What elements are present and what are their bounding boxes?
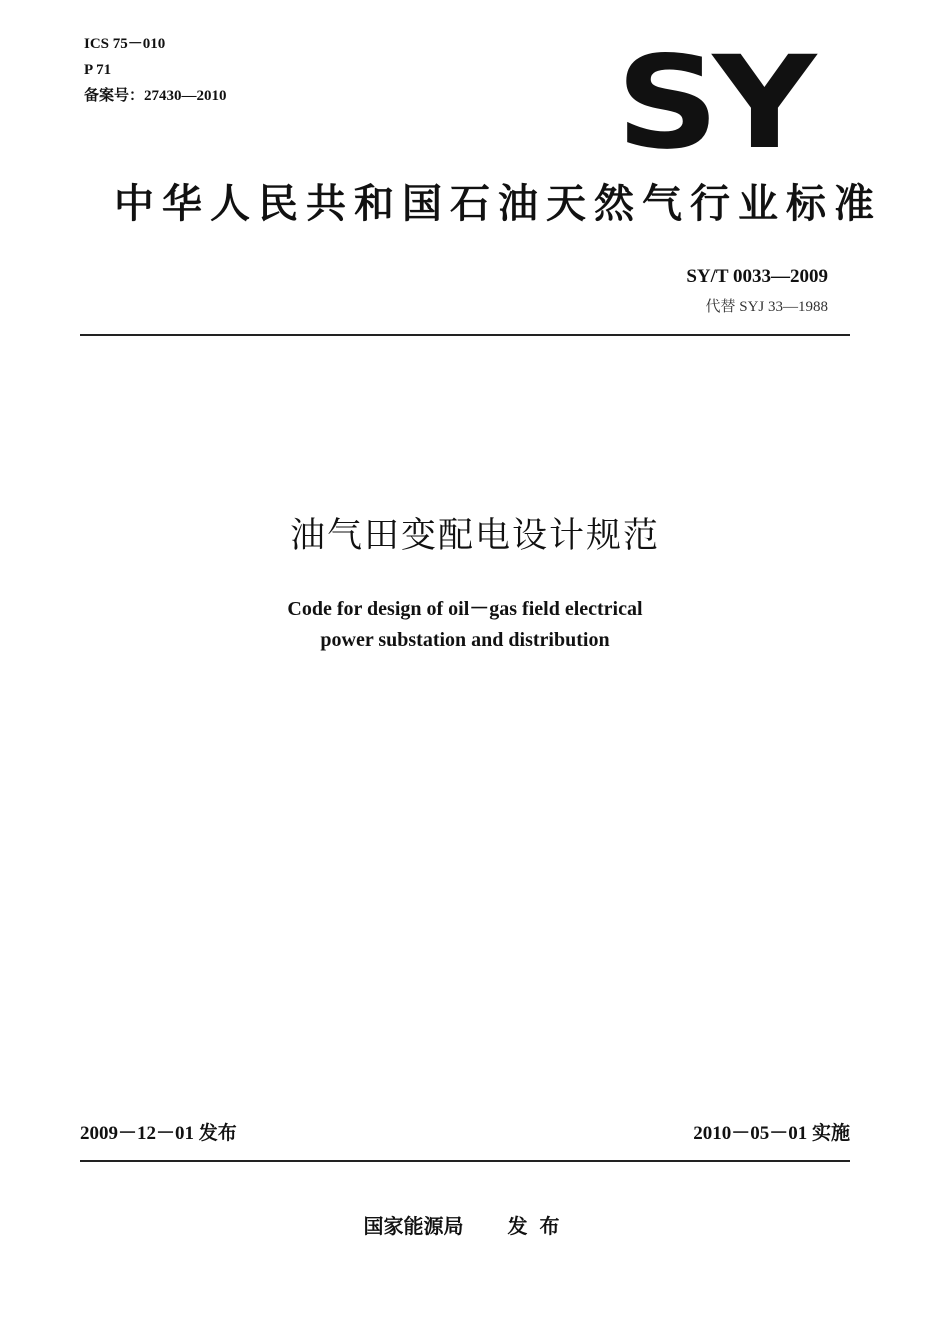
- publisher-name: 国家能源局: [363, 1214, 464, 1238]
- replaces-standard: 代替 SYJ 33—1988: [705, 299, 828, 315]
- publisher-line: [0, 1210, 935, 1242]
- document-title-english-line2: power substation and distribution: [320, 629, 610, 651]
- category-code: P 71: [84, 62, 112, 78]
- sy-logo: SY: [616, 29, 810, 178]
- document-title-chinese: 油气田变配电设计规范: [289, 516, 660, 556]
- org-title: 中华人民共和国石油天然气行业标准: [114, 181, 882, 227]
- divider-top: [80, 334, 850, 336]
- registration-number: 备案号：27430—2010: [84, 88, 227, 104]
- issue-date: 2009－12－01 发布: [80, 1123, 237, 1144]
- implementation-date: 2010－05－01 实施: [693, 1123, 850, 1144]
- standard-number: SY/T 0033—2009: [686, 266, 828, 287]
- document-title-english-line1: Code for design of oil－gas field electrical: [287, 598, 643, 620]
- divider-bottom: [80, 1160, 850, 1162]
- publish-verb: 发布: [507, 1214, 572, 1238]
- ics-code: ICS 75－010: [84, 36, 166, 52]
